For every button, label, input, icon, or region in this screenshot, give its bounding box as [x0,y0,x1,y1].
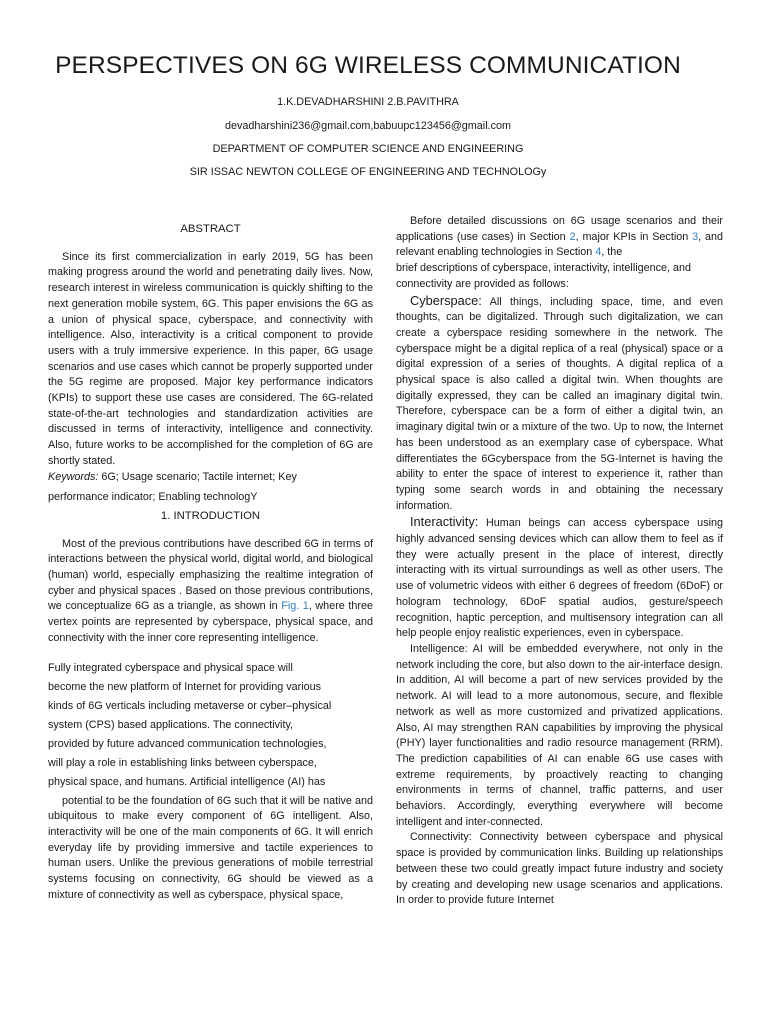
keywords [48,470,373,486]
figure-1-link[interactable]: Fig. 1 [281,600,309,613]
section-4-link[interactable]: 4 [595,246,602,259]
intro-paragraph-2 [48,659,373,792]
right-paragraph-1-cont: brief descriptions of cyberspace, interactivity, intelligence, and connectivity are provided as follows: [396,262,692,290]
keywords-line-2: performance indicator; Enabling technologY [48,491,258,504]
intro-p2-line: will play a role in establishing links between cyberspace, [48,756,317,769]
abstract-text: Since its first commercialization in early 2019, 5G has been making progress around the world and penetrating daily lives. Now, research interest in wireless communication is quickly shifting to the next generation mobile system, 6G. This paper envisions the 6G as a union of physical space, cyberspace, and connectivity with intelligence. Also, interactivity is a critical component to provide users with a truly immersive experience. In this paper, 6G usage scenarios and use cases which cannot be properly supported under the 5G regime are proposed. Major key performance indicators (KPIs) to support these use cases are considered. The 6G-related state-of-the-art technologies and standardization activities are discussed in terms of interactivity, intelligence and connectivity. Also, future works to be accomplished for the completion of 6G are shortly stated. [48,250,373,467]
authors: 1.K.DEVADHARSHINI 2.B.PAVITHRA [277,96,459,108]
cyberspace-paragraph: Cyberspace: All things, including space, time, and even thoughts, can be digitalized. Through such digitalization, we can create a cyberspace residing somewhere in the network. The cyberspace might be a digital replica of a real (physical) space or a digital expression of a series of thoughts. A digital replica of a physical space is also called a digital twin. When thoughts are digitally expressed, they can be called an imaginary digital twin. Therefore, cyberspace can be a form of either a digital twin, an imaginary digital twin or a mixture of the two. Up to now, the Internet has been understood as an exemplary case of cyberspace. What differentiates the 6Gcyberspace from the 5G-Internet is having the ability to enter the space of interest to experience it, rather than typing some search words in and obtaining the necessary information. [396,292,723,512]
keywords-label: Keywords: [48,470,99,483]
intro-paragraph-1: Most of the previous contributions have described 6G in terms of interactions between the physical world, digital world, and biological (human) world, especially emphasizing the realtime integration of cyber and physical spaces . Based on those previous contributions, we conceptualize 6G as a triangle, as shown in Fig. 1, where three vertex points are represented by cyberspace, physical space, and connectivity with the inner core representing intelligence. [48,537,373,644]
right-column [396,214,723,909]
section-3-link[interactable]: 3 [692,230,699,243]
intro-p2-line: become the new platform of Internet for providing various [48,680,322,693]
interactivity-lead: Interactivity: [410,514,479,530]
introduction-heading: 1. INTRODUCTION [160,509,261,522]
interactivity-paragraph: Interactivity: Human beings can access cyberspace using highly advanced sensing devices which can allow them to feel as if they were actually present in the place of interest, directly interacting with its virtual surroundings as well as other users. The use of volumetric videos with either 6 degrees of freedom (6DoF) or hologram technology, 6DoF spatial audios, gesture/speech recognition, haptic perception, and multisensory integration can all help people enjoy realistic experiences, even in cyberspace. [396,514,723,640]
intro-p2-line: provided by future advanced communication technologies, [48,737,327,750]
intro-p2-line: physical space, and humans. Artificial intelligence (AI) has [48,775,326,788]
intelligence-paragraph: Intelligence: AI will be embedded everywhere, not only in the network including the core, but also down to the air-interface design. In addition, AI will become a part of new services provided by the network. AI will lead to a more autonomous, secure, and flexible network as well as more customized and privatized applications. Also, AI may strengthen RAN capabilities by improving the physical (PHY) layer functionalities and radio resource management (RRM). The prediction capabilities of AI can enable 6G use cases with extreme requirements, by proactively reacting to changing environments in terms of channel, traffic patterns, and user behaviors. Accordingly, everything everywhere will become intelligent and inter-connected. [396,642,723,828]
author-emails: devadharshini236@gmail.com,babuupc123456@gmail.com [224,120,511,132]
intro-p2-line: system (CPS) based applications. The connectivity, [48,718,294,731]
abstract-heading: ABSTRACT [180,223,241,235]
intro-p2-line: kinds of 6G verticals including metaverse or cyber–physical [48,699,332,712]
connectivity-paragraph: Connectivity: Connectivity between cyberspace and physical space is provided by communication links. Building up relationships between these two could greatly impact future industry and society by creating and developing new usage scenarios and applications. In order to provide future Internet [396,831,723,907]
section-2-link[interactable]: 2 [569,230,576,243]
paper-title: PERSPECTIVES ON 6G WIRELESS COMMUNICATION [55,52,681,79]
keywords-line-1: 6G; Usage scenario; Tactile internet; Key [98,470,297,483]
college: SIR ISSAC NEWTON COLLEGE OF ENGINEERING AND TECHNOLOGy [189,166,547,178]
cyberspace-lead: Cyberspace: [410,292,482,308]
department: DEPARTMENT OF COMPUTER SCIENCE AND ENGINEERING [212,143,524,155]
right-paragraph-1: Before detailed discussions on 6G usage scenarios and their applications (use cases) in Section 2, major KPIs in Section 3, and relevant enabling technologies in Section 4, the [396,215,724,259]
intro-p2-line: Fully integrated cyberspace and physical space will [48,661,293,674]
intro-paragraph-3: potential to be the foundation of 6G such that it will be native and ubiquitous to make every component of 6G intelligent. Also, interactivity will be one of the main components of 6G. It will enrich everyday life by providing immersive and tactile experiences to human users. Unlike the previous generations of mobile terrestrial systems focusing on connectivity, 6G should be viewed as a mixture of connectivity as well as cyberspace, physical space, [48,794,373,901]
left-column [48,214,373,904]
